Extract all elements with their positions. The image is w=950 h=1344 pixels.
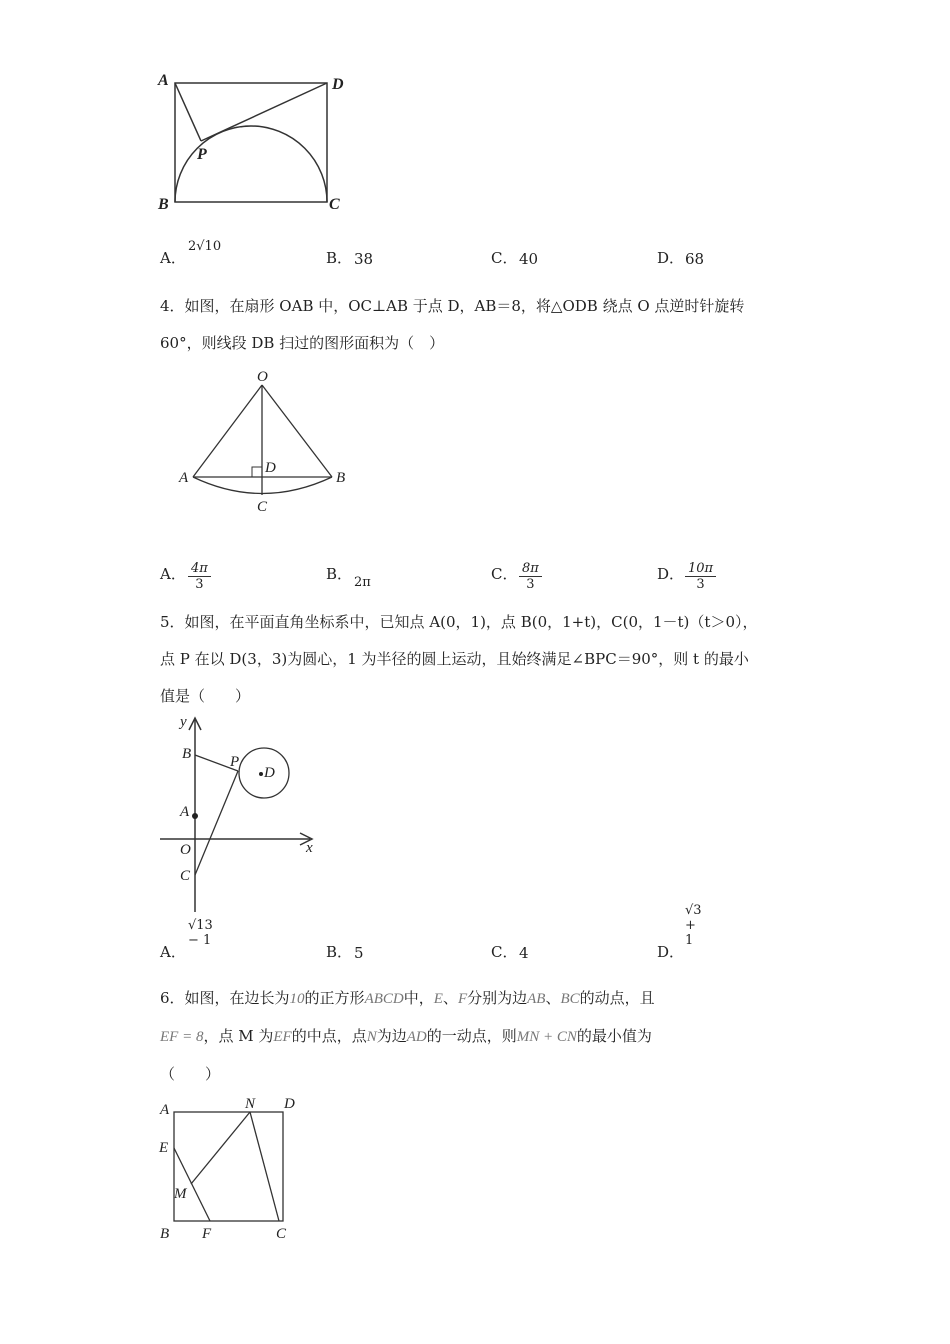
option-letter: B． xyxy=(326,565,353,583)
options-q4 xyxy=(160,544,860,592)
math-ab: AB xyxy=(527,991,546,1007)
fraction-denominator: 3 xyxy=(195,577,204,592)
label-a: A xyxy=(180,804,190,820)
option-value: 4 xyxy=(519,944,529,962)
text-run: 、 xyxy=(442,989,458,1007)
text-run: 6．如图，在边长为 xyxy=(160,989,290,1007)
math-ef-equals: EF = 8 xyxy=(160,1029,204,1045)
label-a: A xyxy=(158,72,169,89)
math-ef: EF xyxy=(273,1029,292,1045)
option-fraction xyxy=(188,561,211,592)
question-6-text xyxy=(160,980,800,1093)
label-y: y xyxy=(180,714,187,730)
text-run: 的正方形 xyxy=(304,989,365,1007)
option-letter: C． xyxy=(491,249,518,267)
question-4-text xyxy=(160,288,800,362)
right-angle-mark xyxy=(252,467,262,477)
option-value: 40 xyxy=(519,250,539,268)
label-f: F xyxy=(202,1226,212,1242)
text-run: ，点 M 为 xyxy=(203,1027,274,1045)
option-letter: A． xyxy=(160,565,186,583)
option-letter: D． xyxy=(657,249,685,267)
label-x: x xyxy=(306,840,313,856)
label-b: B xyxy=(336,470,346,486)
math-ad: AD xyxy=(406,1029,427,1045)
segment-pd xyxy=(201,83,327,141)
label-a: A xyxy=(179,470,189,486)
fraction-numerator: 10π xyxy=(685,561,716,577)
fraction-denominator: 3 xyxy=(696,577,705,592)
fraction-denominator: 3 xyxy=(526,577,535,592)
label-b: B xyxy=(158,196,169,213)
label-m: M xyxy=(174,1186,187,1202)
question-4-line-1: 4．如图，在扇形 OAB 中，OC⊥AB 于点 D，AB＝8，将△ODB 绕点 O 点逆时针旋转 xyxy=(160,297,745,315)
semicircle-arc xyxy=(175,126,327,202)
fraction-numerator: 4π xyxy=(188,561,211,577)
fraction-numerator: 8π xyxy=(519,561,542,577)
option-letter: D． xyxy=(657,943,685,961)
math-f: F xyxy=(457,991,468,1007)
question-6-line-1 xyxy=(160,980,800,1018)
option-value: 38 xyxy=(354,250,374,268)
segment-ef xyxy=(174,1148,210,1221)
math-n: N xyxy=(366,1029,377,1045)
label-n: N xyxy=(245,1096,256,1112)
label-d: D xyxy=(284,1096,295,1112)
text-run: 、 xyxy=(545,989,561,1007)
option-letter: A． xyxy=(160,943,186,961)
segment-nc xyxy=(250,1112,279,1221)
text-run: 为边 xyxy=(376,1027,407,1045)
figure-coordinate-plane xyxy=(160,712,330,917)
text-run: 中， xyxy=(403,989,434,1007)
option-letter: A． xyxy=(160,249,186,267)
math-e: E xyxy=(433,991,443,1007)
option-letter: D． xyxy=(657,565,685,583)
math-bc: BC xyxy=(560,991,580,1007)
options-q3 xyxy=(160,228,860,268)
label-d: D xyxy=(332,76,344,93)
label-o: O xyxy=(257,369,268,385)
label-c: C xyxy=(257,499,268,515)
square-abcd xyxy=(174,1112,283,1221)
label-p: P xyxy=(230,754,240,770)
figure-square xyxy=(155,1092,315,1252)
math-square-abcd: ABCD xyxy=(364,991,404,1007)
option-value: √3 + 1 xyxy=(685,903,702,948)
option-value: 5 xyxy=(354,944,364,962)
figure-sector-svg xyxy=(175,365,355,515)
option-value: 2π xyxy=(354,575,371,590)
question-5-line-3: 值是（ ） xyxy=(160,687,251,705)
option-letter: C． xyxy=(491,943,518,961)
figure-rectangle-semicircle xyxy=(150,65,370,225)
question-4-line-2: 60°，则线段 DB 扫过的图形面积为（ ） xyxy=(160,334,445,352)
option-value: √13 − 1 xyxy=(188,918,213,948)
segment-ap xyxy=(175,83,201,141)
question-6-line-2 xyxy=(160,1018,800,1056)
options-q5 xyxy=(160,903,860,962)
text-run: 的动点，且 xyxy=(579,989,655,1007)
question-5-line-2: 点 P 在以 D(3，3)为圆心，1 为半径的圆上运动，且始终满足∠BPC＝90°，则 t 的最小 xyxy=(160,650,749,668)
point-d xyxy=(259,772,263,776)
label-d: D xyxy=(264,765,275,781)
question-6-line-3: （ ） xyxy=(160,1065,221,1083)
label-a: A xyxy=(160,1102,170,1118)
option-fraction xyxy=(519,561,542,592)
label-b: B xyxy=(160,1226,170,1242)
label-c: C xyxy=(180,868,191,884)
label-p: P xyxy=(197,146,207,163)
label-c: C xyxy=(276,1226,287,1242)
figure-sector xyxy=(175,365,355,515)
option-fraction xyxy=(685,561,716,592)
label-e: E xyxy=(159,1140,169,1156)
option-letter: C． xyxy=(491,565,518,583)
figure-square-svg xyxy=(155,1092,315,1252)
math-expression: MN + CN xyxy=(516,1029,577,1045)
figure-coordinate-plane-svg xyxy=(160,712,330,917)
rectangle-abcd xyxy=(175,83,327,202)
text-run: 的中点，点 xyxy=(291,1027,367,1045)
figure-rectangle-semicircle-svg xyxy=(150,65,370,225)
segment-mn xyxy=(191,1112,250,1184)
option-value: 2√10 xyxy=(188,239,222,254)
text-run: 的最小值为 xyxy=(576,1027,652,1045)
option-letter: B． xyxy=(326,249,353,267)
question-5-text xyxy=(160,604,800,715)
label-c: C xyxy=(329,196,340,213)
label-d: D xyxy=(265,460,276,476)
label-o: O xyxy=(180,842,191,858)
math-side-length: 10 xyxy=(289,991,305,1007)
option-value: 68 xyxy=(685,250,705,268)
segment-pc xyxy=(195,771,238,875)
point-a xyxy=(192,813,198,819)
option-letter: B． xyxy=(326,943,353,961)
text-run: 的一动点，则 xyxy=(426,1027,517,1045)
segment-oa xyxy=(193,385,262,477)
text-run: 分别为边 xyxy=(467,989,528,1007)
label-b: B xyxy=(182,746,192,762)
question-5-line-1: 5．如图，在平面直角坐标系中，已知点 A(0，1)，点 B(0，1+t)，C(0，1－t)（t＞0）， xyxy=(160,613,758,631)
